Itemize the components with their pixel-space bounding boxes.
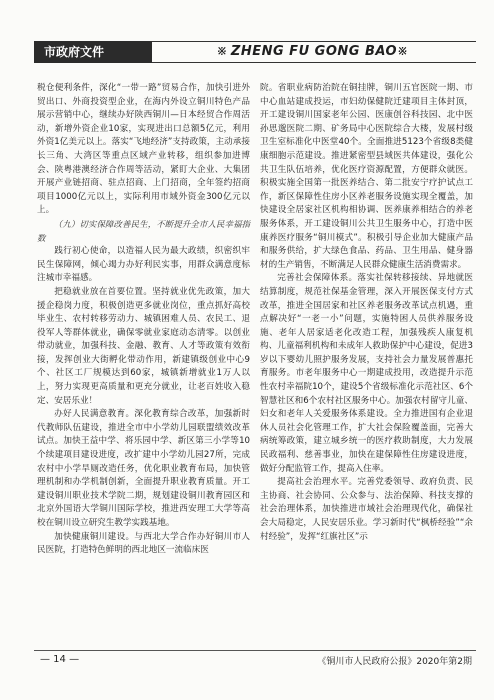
page-number: — 14 — (40, 654, 80, 665)
paragraph: 完善社会保障体系。落实社保转移接续、异地就医结算制度，规范社保基金管理，深入开展医保支付方式改革，推进全国居家和社区养老服务改革试点机遇，重点解决好“一老一小”问题，实施特困人员供养服务设施、老年人居家适老化改造工程，加强残疾人康复机构、儿童福利机构和未成年人救助保护中心建设，促进3岁以下婴幼儿照护服务发展，支持社会力量发展普惠托育服务。市老年服务中心一期建成投用，改造提升示范性农村幸福院10个，建设5个省级标准化示范社区、6个智慧社区和6个农村社区服务中心。加强农村留守儿童、妇女和老年人关爱服务体系建设。全力推进国有企业退休人员社会化管理工作，扩大社会保险覆盖面，完善大病统筹政策，建立城乡统一的医疗救助制度，大力发展民政福利、慈善事业，加快在建保障性住房建设进度，做好分配监管工作，提高入住率。 (260, 273, 473, 474)
subsection-heading: （九）切实保障改善民生，不断提升全市人民幸福指数 (37, 218, 250, 243)
gazette-title-banner (152, 41, 476, 63)
paragraph: 把稳就业放在首要位置。坚持就业优先政策，加大援企稳岗力度，积极创造更多就业岗位，重点抓好高校毕业生、农村转移劳动力、城镇困难人员、农民工、退役军人等群体就业，确保零就业家庭动态清零。以创业带动就业，加强科技、金融、教育、人才等政策有效衔接，发挥创业大街孵化带动作用，新建镇级创业中心9个、社区工厂规模达到60家，城镇新增就业1万人以上，努力实现更高质量和更充分就业，让老百姓收入稳定、安居乐业！ (37, 286, 250, 406)
reference-mark-icon: ※ (397, 44, 409, 59)
reference-mark-icon: ※ (216, 44, 228, 59)
paragraph: 院。省职业病防治院在铜挂牌，铜川五官医院一期、市中心血站建成投运，市妇幼保健院迁建项目主体封顶，开工建设铜川国家老年公园、医康创谷科技园、北中医孙思邈医院二期、矿务局中心医院综合大楼，发展村级卫生室标准化中医堂40个。全面推进5123个省级8类健康细胞示范建设。推进紧密型县域医共体建设，强化公共卫生队伍培养，优化医疗资源配置，方便群众就医。积极实施全国第一批医养结合、第二批安宁疗护试点工作，新区保障性住房小区养老服务设施实现全覆盖，加快建设全居家社区机构相协调、医养康养相结合的养老服务体系，开工建设铜川公共卫生服务中心，打造中医康养医疗服务“铜川模式”。积极引导企业加大健康产品和服务供给，扩大绿色食品、药品、卫生用品、健身器材的生产销售，不断满足人民群众健康生活消费需求。 (260, 83, 473, 270)
gazette-title: ZHENG FU GONG BAO (230, 44, 398, 59)
section-label: 市政府文件 (34, 41, 152, 63)
footer-divider (34, 650, 476, 651)
left-column (37, 82, 250, 558)
paragraph: 税仓便利条件，深化“一带一路”贸易合作，加快引进外贸出口、外商投资型企业，在海内外设立铜川特色产品展示营销中心，继续办好陕西铜川—日本经贸合作周活动，新增外资企业10家，实现进出口总额5亿元，利用外资1亿美元以上。落实“飞地经济”支持政策，主动承接长三角、大湾区等重点区域产业转移，组织参加进博会、陕粤港澳经济合作周等活动，紧盯大企业、大集团开展产业链招商、驻点招商、上门招商，全年签约招商项目1000亿元以上，实际利用市域外资金300亿元以上。 (37, 83, 250, 216)
paragraph: 加快健康铜川建设。与西北大学合作办好铜川市人民医院，打造特色鲜明的西北地区一流临床医 (37, 531, 250, 556)
right-column (260, 82, 473, 544)
paragraph: 办好人民满意教育。深化教育综合改革，加强新时代教师队伍建设，推进全市中小学幼儿园联盟绩效改革试点。加快王益中学、将乐园中学、新区第三小学等10个续建项目建设进度，改扩建中小学幼儿园27所，完成农村中小学旱厕改造任务，优化职业教育布局，加快管理机制和办学机制创新，全面提升职业教育质量。开工建设铜川职业技术学院二期，规划建设铜川教育园区和北京外国语大学铜川国际学校，推进西安理工大学等高校在铜川设立研究生教学实践基地。 (37, 409, 250, 528)
page-header (34, 41, 476, 63)
paragraph: 提高社会治理水平。完善党委领导、政府负责、民主协商、社会协同、公众参与、法治保障、科技支撑的社会治理体系，加快推进市域社会治理现代化，确保社会大局稳定，人民安居乐业。学习新时代“枫桥经验”“余村经验”，发挥“红旗社区”示 (260, 477, 473, 542)
publication-name: 《铜川市人民政府公报》2020年第2期 (317, 657, 472, 667)
paragraph: 践行初心使命，以造福人民为最大政绩，织密织牢民生保障网，倾心竭力办好利民实事，用群众满意度标注城市幸福感。 (37, 246, 250, 284)
